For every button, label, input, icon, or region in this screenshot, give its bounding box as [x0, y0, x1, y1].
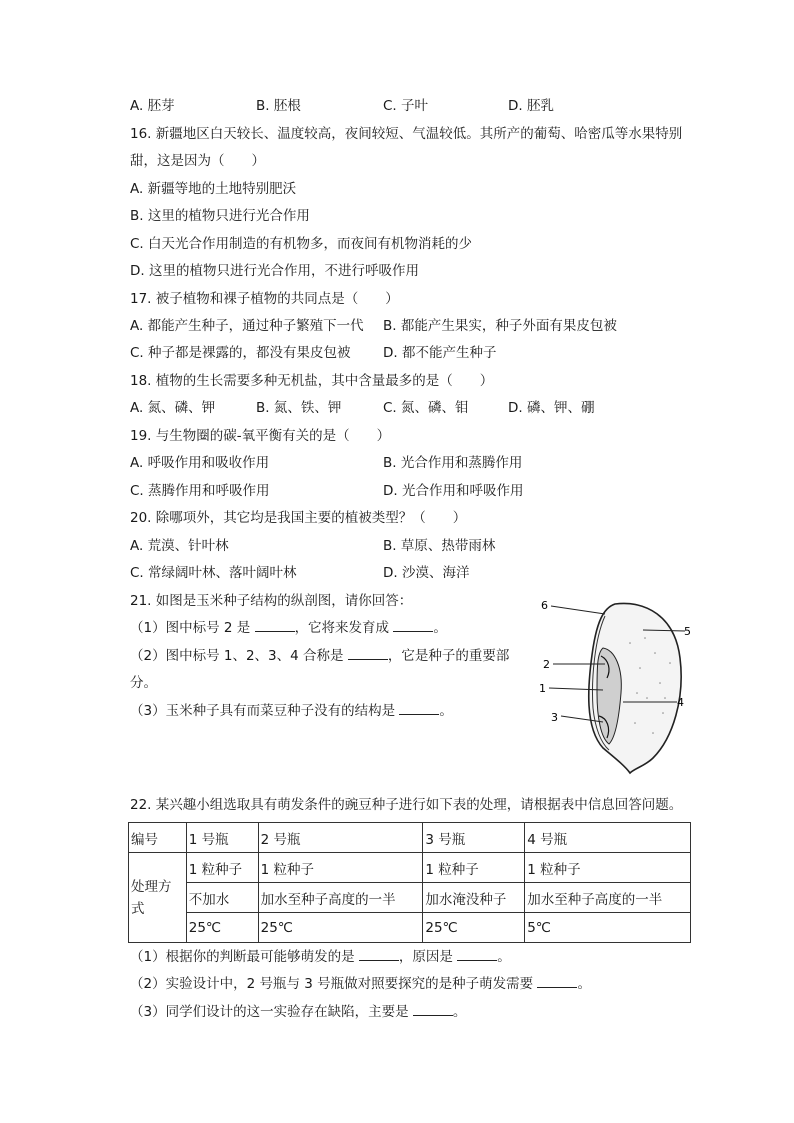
q18-option-c: C. 氮、磷、钼: [383, 400, 469, 416]
q16-option-b: B. 这里的植物只进行光合作用: [130, 208, 310, 224]
label-line-6: [551, 606, 605, 614]
q22-sub2: [130, 975, 591, 993]
q21-sub3: [130, 702, 453, 720]
q16-option-d: D. 这里的植物只进行光合作用，不进行呼吸作用: [130, 263, 419, 279]
table-header-cell: 3 号瓶: [423, 823, 525, 853]
table-row: [129, 913, 691, 943]
diagram-label-1: 1: [539, 682, 546, 695]
q20-option-a: A. 荒漠、针叶林: [130, 538, 229, 554]
answer-blank[interactable]: [255, 619, 295, 632]
q21-sub1-text-b: ，它将来发育成: [294, 620, 394, 636]
row-label-line1: 处理方: [131, 878, 172, 895]
diagram-label-5: 5: [684, 625, 691, 638]
experiment-table: [128, 822, 691, 943]
q21-stem: 21. 如图是玉米种子结构的纵剖图，请你回答：: [130, 593, 413, 609]
q17-option-b: B. 都能产生果实，种子外面有果皮包被: [383, 318, 617, 334]
q19-stem: 19. 与生物圈的碳-氧平衡有关的是（ ）: [130, 428, 391, 444]
q16-stem-line2: 甜，这是因为（ ）: [130, 153, 265, 169]
table-cell: 1 粒种子: [186, 853, 258, 883]
q16-option-a: A. 新疆等地的土地特别肥沃: [130, 181, 297, 197]
q22-sub2-text-b: 。: [577, 976, 591, 992]
q20-stem: 20. 除哪项外，其它均是我国主要的植被类型？（ ）: [130, 510, 467, 526]
q19-option-a: A. 呼吸作用和吸收作用: [130, 455, 270, 471]
q19-option-b: B. 光合作用和蒸腾作用: [383, 455, 523, 471]
diagram-label-4: 4: [677, 696, 684, 709]
q20-option-b: B. 草原、热带雨林: [383, 538, 496, 554]
answer-blank[interactable]: [348, 647, 388, 660]
corn-seed-diagram: [535, 598, 695, 778]
row-label-treatment: [129, 853, 187, 943]
q17-option-a: A. 都能产生种子，通过种子繁殖下一代: [130, 318, 364, 334]
q17-stem: 17. 被子植物和裸子植物的共同点是（ ）: [130, 291, 399, 307]
q21-sub3-text-b: 。: [439, 703, 453, 719]
answer-blank[interactable]: [413, 1003, 453, 1016]
table-header-cell: 编号: [129, 823, 187, 853]
table-cell: 加水淹没种子: [423, 883, 525, 913]
q17-option-d: D. 都不能产生种子: [383, 345, 497, 361]
q18-option-d: D. 磷、钾、硼: [508, 400, 595, 416]
q22-sub3: [130, 1003, 466, 1021]
answer-blank[interactable]: [359, 948, 399, 961]
q17-option-c: C. 种子都是裸露的，都没有果皮包被: [130, 345, 351, 361]
table-cell: 25℃: [423, 913, 525, 943]
q22-stem: 22. 某兴趣小组选取具有萌发条件的豌豆种子进行如下表的处理，请根据表中信息回答问题。: [130, 797, 683, 813]
q21-sub1-text-a: （1）图中标号 2 是: [130, 620, 255, 636]
q20-option-d: D. 沙漠、海洋: [383, 565, 470, 581]
q22-sub1-text-c: 。: [497, 949, 511, 965]
q19-option-c: C. 蒸腾作用和呼吸作用: [130, 483, 270, 499]
q15-option-d: D. 胚乳: [508, 98, 554, 114]
table-header-row: [129, 823, 691, 853]
q22-sub1-text-a: （1）根据你的判断最可能够萌发的是: [130, 949, 359, 965]
diagram-label-6: 6: [541, 599, 548, 612]
table-cell: 5℃: [525, 913, 691, 943]
diagram-label-3: 3: [551, 711, 558, 724]
q15-option-c: C. 子叶: [383, 98, 429, 114]
q15-option-b: B. 胚根: [256, 98, 301, 114]
table-cell: 1 粒种子: [423, 853, 525, 883]
q16-option-c: C. 白天光合作用制造的有机物多，而夜间有机物消耗的少: [130, 236, 473, 252]
q21-sub2-text-a: （2）图中标号 1、2、3、4 合称是: [130, 648, 348, 664]
table-cell: 25℃: [258, 913, 423, 943]
q18-option-b: B. 氮、铁、钾: [256, 400, 342, 416]
q18-stem: 18. 植物的生长需要多种无机盐，其中含量最多的是（ ）: [130, 373, 494, 389]
table-cell: 1 粒种子: [525, 853, 691, 883]
table-header-cell: 4 号瓶: [525, 823, 691, 853]
answer-blank[interactable]: [457, 948, 497, 961]
q21-sub1-text-c: 。: [433, 620, 447, 636]
table-cell: 不加水: [186, 883, 258, 913]
answer-blank[interactable]: [393, 619, 433, 632]
table-header-cell: 2 号瓶: [258, 823, 423, 853]
q21-sub2-cont: 分。: [130, 675, 157, 691]
q21-sub2: [130, 647, 509, 665]
table-cell: 加水至种子高度的一半: [525, 883, 691, 913]
q18-option-a: A. 氮、磷、钾: [130, 400, 216, 416]
table-cell: 25℃: [186, 913, 258, 943]
answer-blank[interactable]: [537, 975, 577, 988]
row-label-line2: 式: [131, 900, 145, 917]
answer-blank[interactable]: [399, 702, 439, 715]
table-cell: 1 粒种子: [258, 853, 423, 883]
q22-sub3-text-a: （3）同学们设计的这一实验存在缺陷，主要是: [130, 1004, 413, 1020]
table-row: [129, 853, 691, 883]
table-cell: 加水至种子高度的一半: [258, 883, 423, 913]
q19-option-d: D. 光合作用和呼吸作用: [383, 483, 524, 499]
q20-option-c: C. 常绿阔叶林、落叶阔叶林: [130, 565, 297, 581]
q16-stem-line1: 16. 新疆地区白天较长、温度较高，夜间较短、气温较低。其所产的葡萄、哈密瓜等水果特别: [130, 126, 683, 142]
q21-sub3-text-a: （3）玉米种子具有而菜豆种子没有的结构是: [130, 703, 400, 719]
q22-sub1: [130, 948, 511, 966]
q15-option-a: A. 胚芽: [130, 98, 175, 114]
table-row: [129, 883, 691, 913]
q22-sub1-text-b: ，原因是: [398, 949, 458, 965]
diagram-label-2: 2: [543, 658, 550, 671]
q21-sub1: [130, 619, 447, 637]
q21-sub2-text-b: ，它是种子的重要部: [387, 648, 510, 664]
q22-sub2-text-a: （2）实验设计中，2 号瓶与 3 号瓶做对照要探究的是种子萌发需要: [130, 976, 538, 992]
q22-sub3-text-b: 。: [452, 1004, 467, 1020]
table-header-cell: 1 号瓶: [186, 823, 258, 853]
